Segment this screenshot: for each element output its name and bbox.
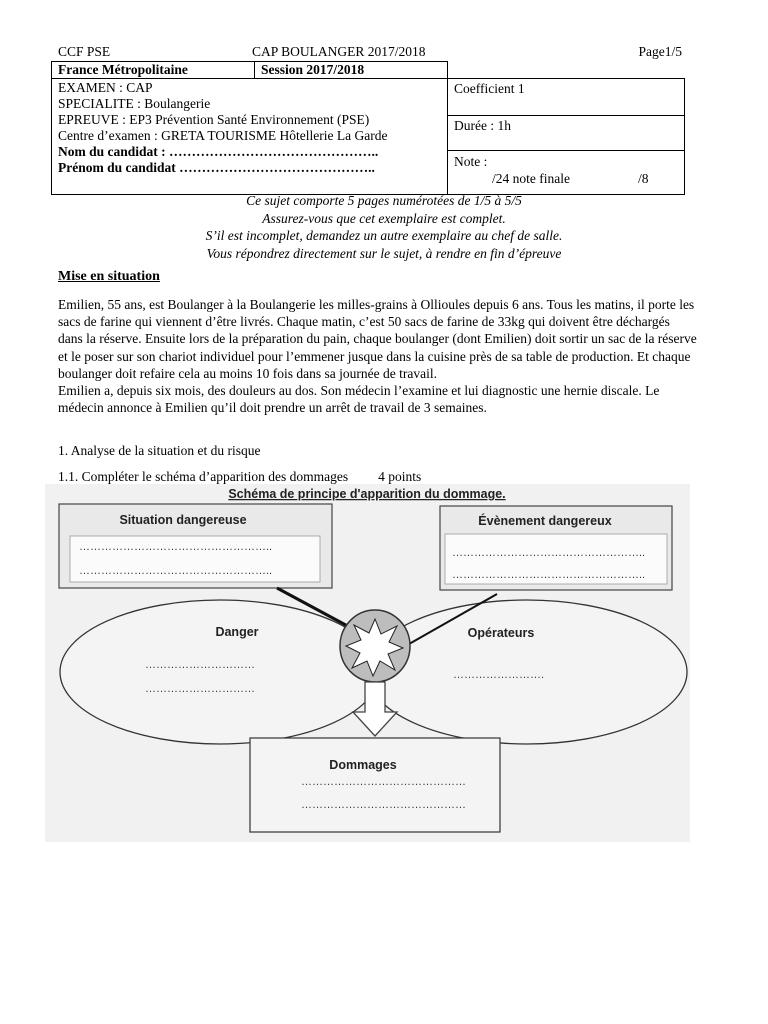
question-1-1: 1.1. Compléter le schéma d’apparition des dommages 4 points [58, 469, 422, 484]
danger-label: Danger [215, 625, 259, 639]
note-cell [448, 151, 685, 195]
epreuve-line: EPREUVE : EP3 Prévention Santé Environnement (PSE) [58, 112, 370, 127]
centre-line: Centre d’examen : GRETA TOURISME Hôtellerie La Garde [58, 128, 388, 143]
prenom-line: Prénom du candidat …………………………………….. [58, 160, 375, 175]
answer-dots: …………………………………………….. [79, 565, 273, 577]
instruction-line: Assurez-vous que cet exemplaire est complet. [262, 210, 506, 226]
examen-line: EXAMEN : CAP [58, 80, 153, 95]
paragraph-2: Emilien a, depuis six mois, des douleurs au dos. Son médecin l’examine et lui diagnostic une hernie discale. Le médecin annonce à Emilien qu’il doit prendre un arrêt de travail de 3 semaines. [58, 383, 660, 416]
nom-line: Nom du candidat : ……………………………………….. [58, 144, 379, 159]
answer-dots: ………………………… [145, 683, 255, 695]
exam-header-table [51, 61, 685, 195]
session-cell: Session 2017/2018 [255, 62, 448, 79]
header-center: CAP BOULANGER 2017/2018 [252, 44, 426, 59]
instruction-line: Ce sujet comporte 5 pages numérotées de 1/5 à 5/5 [246, 193, 522, 208]
specialite-line: SPECIALITE : Boulangerie [58, 96, 211, 111]
note-24: /24 note finale [492, 171, 570, 186]
answer-dots: …………………………………………….. [452, 547, 646, 559]
instructions [0, 192, 768, 262]
instruction-line: S’il est incomplet, demandez un autre exemplaire au chef de salle. [205, 228, 563, 243]
dommages-label: Dommages [329, 758, 397, 772]
header-page-number: Page1/5 [638, 44, 682, 59]
answer-dots: …………………………………………….. [452, 569, 646, 581]
paragraph-1: Emilien, 55 ans, est Boulanger à la Boulangerie les milles-grains à Ollioules depuis 6 ans. Tous les matins, il porte les sacs de farine qui viennent d’être livrés. Chaque matin, c’est 50 sacs de farine de 33kg qui doivent être déchargés dans la réserve. Ensuite lors de la préparation du pain, chaque boulanger (dont Emilien) doit sortir un sac de la réserve et le poser sur son chariot individuel pour l’emmener jusque dans la cuisine près de sa table de production. Et chaque boulanger doit refaire cela au moins 10 fois dans sa journée de travail. [58, 297, 697, 381]
evenement-label: Évènement dangereux [478, 514, 612, 528]
question-points: 4 points [378, 469, 422, 484]
answer-dots: ……………………………………… [301, 799, 466, 811]
section-heading: Mise en situation [58, 269, 160, 284]
answer-dots: ……………………. [453, 669, 545, 681]
duree-cell: Durée : 1h [448, 116, 685, 151]
damage-diagram [45, 484, 690, 842]
operateurs-label: Opérateurs [467, 626, 535, 640]
diagram-title: Schéma de principe d'apparition du dommage. [228, 487, 506, 501]
answer-dots: ………………………… [145, 659, 255, 671]
coefficient-cell: Coefficient 1 [448, 79, 685, 116]
question-1: 1. Analyse de la situation et du risque [58, 443, 261, 458]
situation-label: Situation dangereuse [119, 513, 247, 527]
danger-ellipse [60, 600, 380, 744]
header-left: CCF PSE [58, 44, 111, 59]
answer-dots: …………………………………………….. [79, 541, 273, 553]
note-8: /8 [638, 171, 649, 186]
page-header-line [58, 44, 682, 62]
instruction-line: Vous répondrez directement sur le sujet, à rendre en fin d’épreuve [206, 245, 562, 261]
answer-dots: ……………………………………… [301, 776, 466, 788]
exam-info-cell [52, 79, 448, 195]
note-label: Note : [454, 154, 488, 169]
situation-text [58, 296, 698, 416]
region-cell: France Métropolitaine [52, 62, 255, 79]
